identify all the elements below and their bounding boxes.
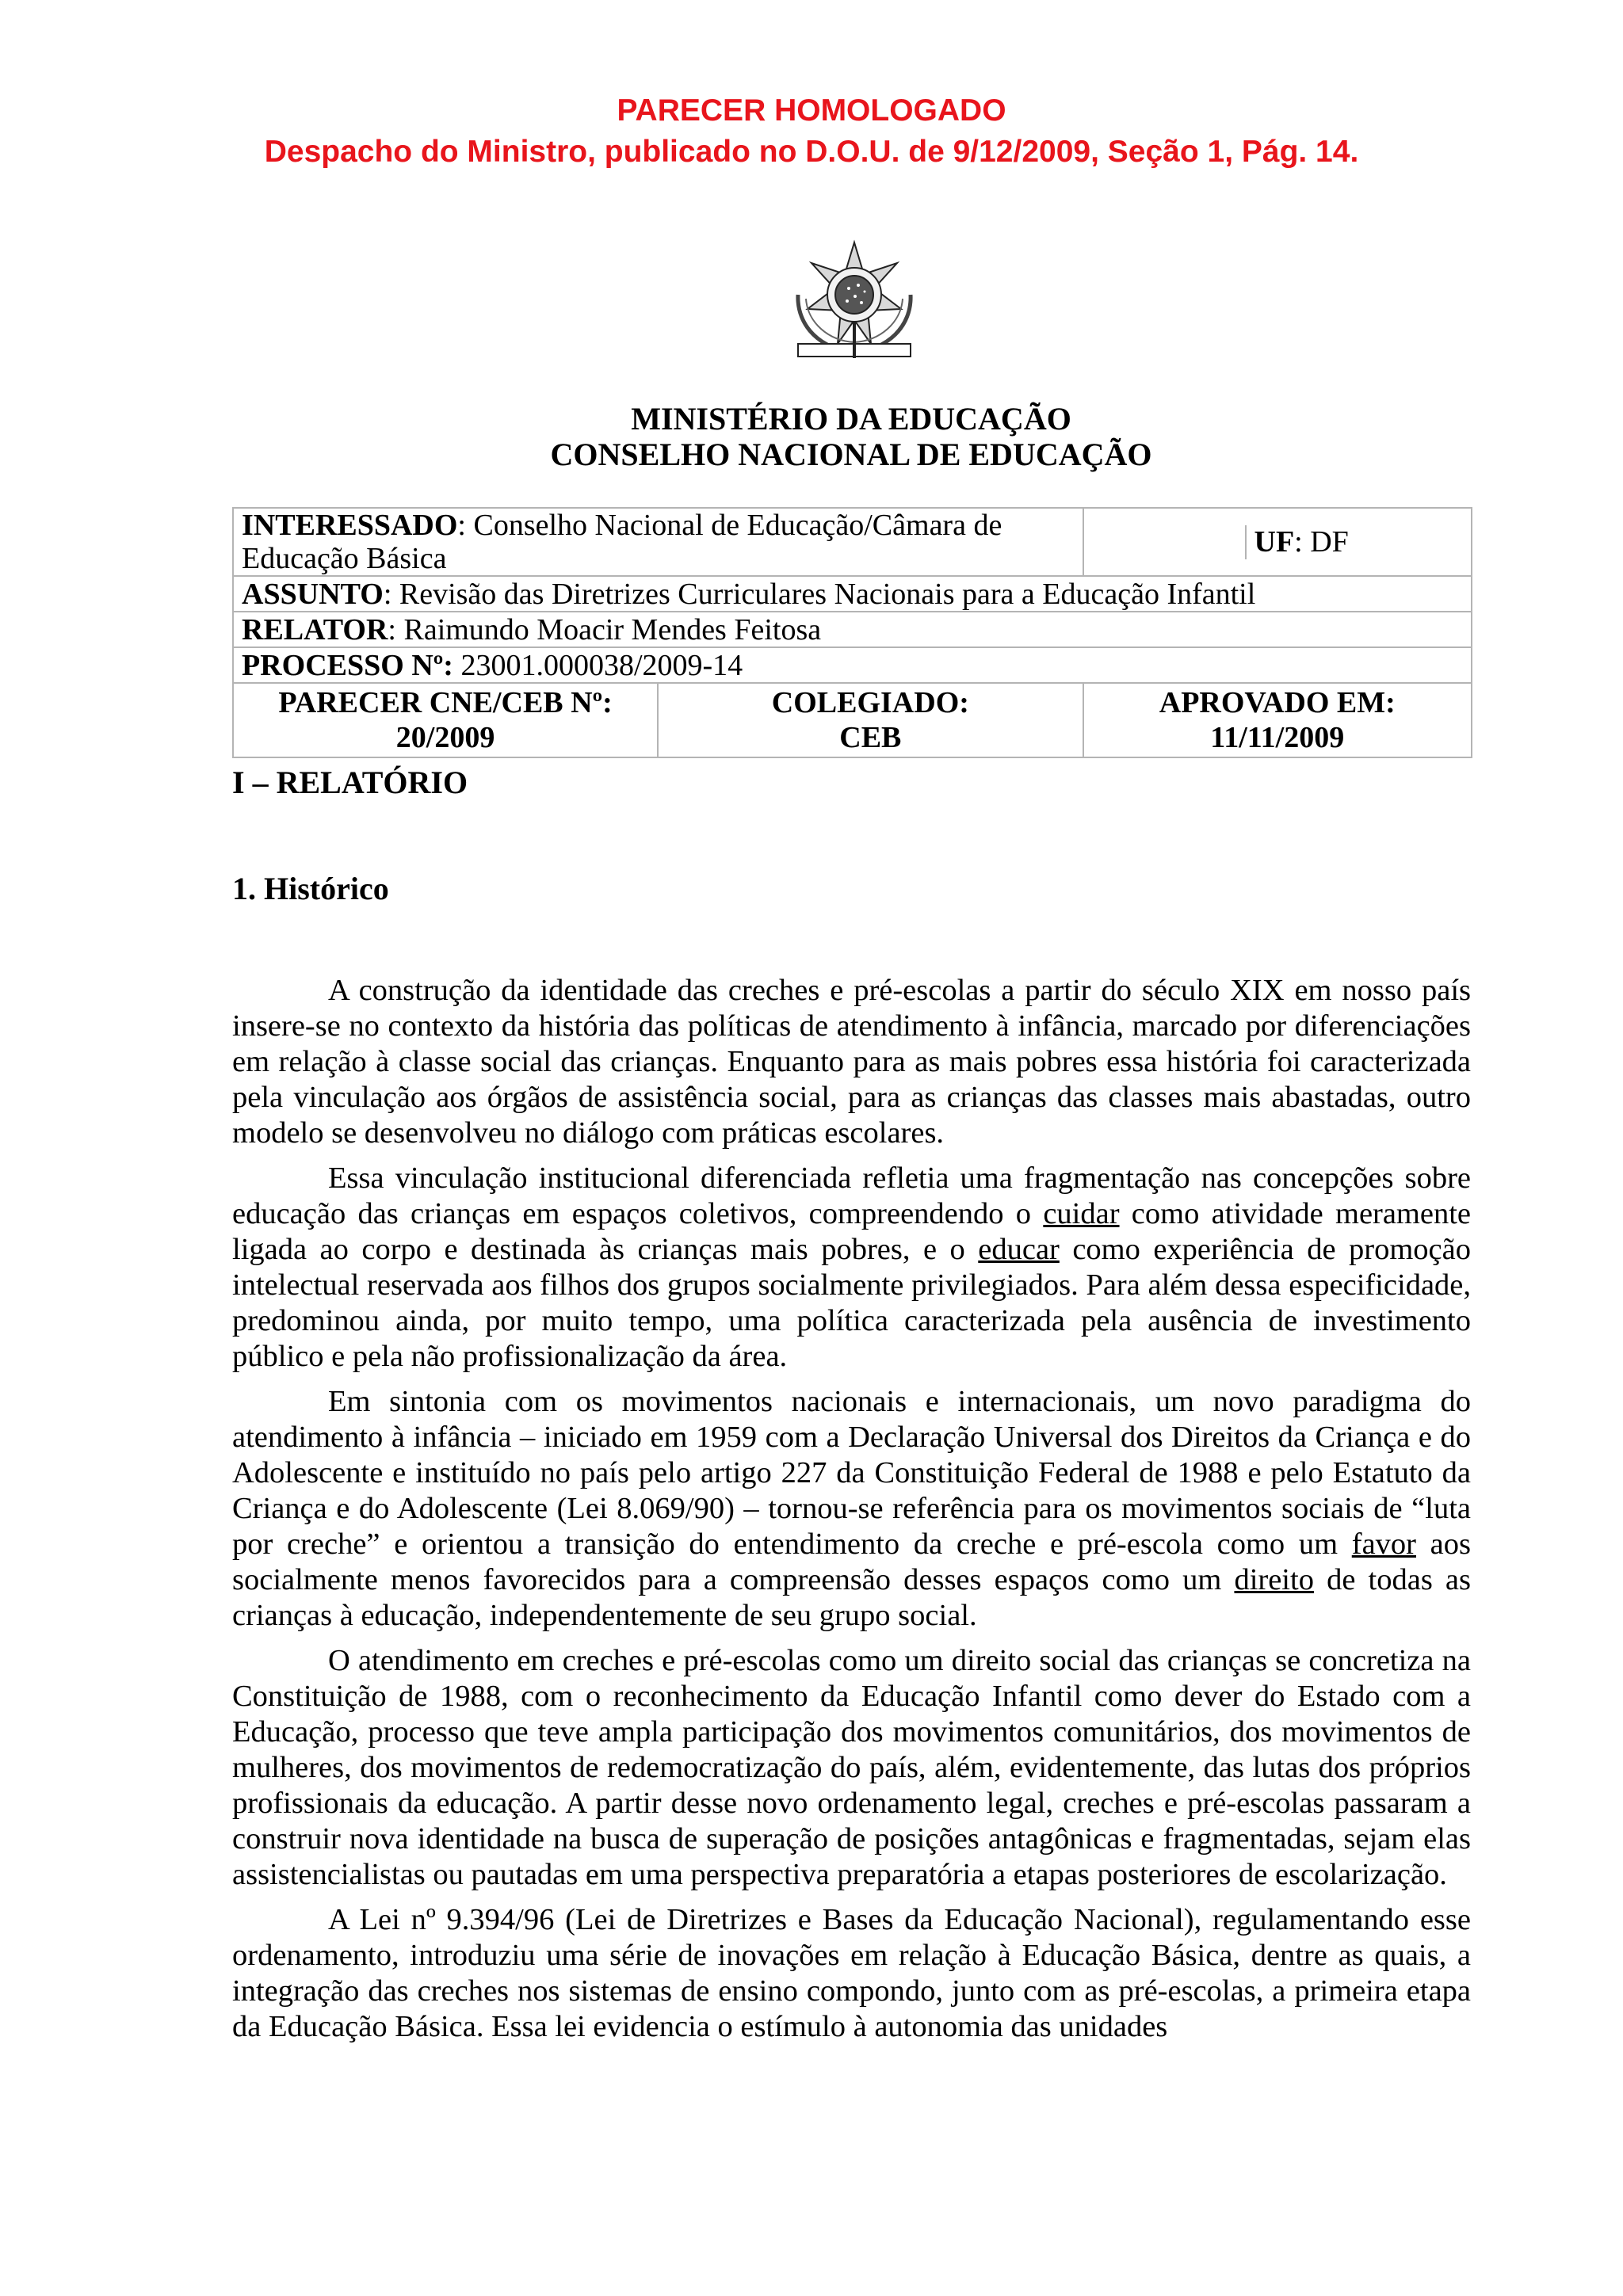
assunto-value: : Revisão das Diretrizes Curriculares Nacionais para a Educação Infantil: [383, 577, 1256, 611]
uf-value: : DF: [1294, 524, 1349, 559]
relator-label: RELATOR: [242, 612, 388, 646]
section-heading-historico: 1. Histórico: [232, 871, 389, 906]
interessado-cell: [233, 508, 1083, 576]
aprovado-value: 11/11/2009: [1210, 721, 1345, 754]
underlined-cuidar: cuidar: [1043, 1197, 1120, 1230]
paragraph-2-part-a: Essa vinculação institucional diferenciada refletia uma fragmentação nas concepções sobre educação das crianças em espaços coletivos, compreendendo o: [232, 1161, 1471, 1230]
colegiado-label: COLEGIADO:: [771, 686, 969, 719]
section-heading-relatorio: I – RELATÓRIO: [232, 765, 468, 800]
row-relator: [233, 612, 1472, 647]
interessado-label: INTERESSADO: [242, 509, 458, 542]
document-body: [232, 973, 1471, 2054]
council-title: CONSELHO NACIONAL DE EDUCAÇÃO: [550, 437, 1152, 472]
assunto-label: ASSUNTO: [242, 577, 384, 611]
paragraph-3: [232, 1384, 1471, 1634]
parecer-label: PARECER CNE/CEB Nº:: [278, 686, 613, 719]
row-interessado: [233, 508, 1472, 576]
paragraph-5: A Lei nº 9.394/96 (Lei de Diretrizes e Bases da Educação Nacional), regulamentando esse ordenamento, introduziu uma série de inovações em relação à Educação Básica, dentre as quais, a integração das creches nos sistemas de ensino compondo, junto com as pré-escolas, a primeira etapa da Educação Básica. Essa lei evidencia o estímulo à autonomia das unidades: [232, 1903, 1471, 2043]
paragraph-3-part-a: Em sintonia com os movimentos nacionais e internacionais, um novo paradigma do atendimento à infância – iniciado em 1959 com a Declaração Universal dos Direitos da Criança e do Adolescente e instituído no país pelo artigo 227 da Constituição Federal de 1988 e pelo Estatuto da Criança e do Adolescente (Lei 8.069/90) – tornou-se referência para os movimentos sociais de “luta por creche” e orientou a transição do entendimento da creche e pré-escola como um: [232, 1385, 1471, 1561]
underlined-direito: direito: [1234, 1563, 1314, 1596]
uf-cell: [1083, 508, 1472, 576]
colegiado-value: CEB: [839, 721, 902, 754]
row-processo: [233, 647, 1472, 683]
processo-label: PROCESSO Nº:: [242, 648, 453, 682]
banner-title: PARECER HOMOLOGADO: [617, 93, 1006, 128]
paragraph-4: O atendimento em creches e pré-escolas como um direito social das crianças se concretiza na Constituição de 1988, com o reconhecimento da Educação Infantil como dever do Estado com a Educação, processo que teve ampla participação dos movimentos comunitários, dos movimentos de mulheres, dos movimentos de redemocratização do país, além, evidentemente, das lutas dos próprios profissionais da educação. A partir desse novo ordenamento legal, creches e pré-escolas passaram a construir nova identidade na busca de superação de posições antagônicas e fragmentadas, sejam elas assistencialistas ou pautadas em uma perspectiva preparatória a etapas posteriores de escolarização.: [232, 1644, 1471, 1891]
ministry-title: MINISTÉRIO DA EDUCAÇÃO: [631, 401, 1071, 437]
row-assunto: [233, 576, 1472, 612]
banner-subtitle: Despacho do Ministro, publicado no D.O.U. de 9/12/2009, Seção 1, Pág. 14.: [264, 135, 1359, 169]
aprovado-label: APROVADO EM:: [1159, 686, 1396, 719]
assunto-cell: [233, 576, 1472, 612]
processo-value: 23001.000038/2009-14: [453, 648, 743, 682]
parecer-cell: [233, 683, 658, 757]
paragraph-3-part-b: aos socialmente menos favorecidos para a compreensão desses espaços como um: [232, 1527, 1471, 1596]
relator-value: : Raimundo Moacir Mendes Feitosa: [388, 612, 822, 646]
relator-cell: [233, 612, 1472, 647]
uf-label: UF: [1254, 524, 1295, 559]
underlined-favor: favor: [1351, 1527, 1416, 1561]
colegiado-cell: [658, 683, 1083, 757]
paragraph-2-part-b: como atividade meramente ligada ao corpo e destinada às crianças mais pobres, e o: [232, 1197, 1472, 1266]
process-info-table: [232, 507, 1472, 758]
paragraph-2-part-c: como experiência de promoção intelectual reservada aos filhos dos grupos socialmente privilegiados. Para além dessa especificidade, predominou ainda, por muito tempo, uma política caracterizada pela ausência de investimento público e pela não profissionalização da área.: [232, 1233, 1471, 1373]
paragraph-3-part-c: de todas as crianças à educação, independentemente de seu grupo social.: [232, 1563, 1471, 1632]
paragraph-1: A construção da identidade das creches e pré-escolas a partir do século XIX em nosso país insere-se no contexto da história das políticas de atendimento à infância, marcado por diferenciações em relação à classe social das crianças. Enquanto para as mais pobres essa história foi caracterizada pela vinculação aos órgãos de assistência social, para as crianças das classes mais abastadas, outro modelo se desenvolveu no diálogo com práticas escolares.: [232, 974, 1471, 1150]
interessado-value: : Conselho Nacional de Educação/Câmara de Educação Básica: [242, 509, 1002, 575]
parecer-value: 20/2009: [395, 721, 495, 754]
paragraph-2: [232, 1161, 1471, 1375]
row-parecer: [233, 683, 1472, 757]
underlined-educar: educar: [978, 1233, 1060, 1266]
brasao-da-republica-icon: [782, 239, 926, 368]
aprovado-cell: [1083, 683, 1472, 757]
processo-cell: [233, 647, 1472, 683]
